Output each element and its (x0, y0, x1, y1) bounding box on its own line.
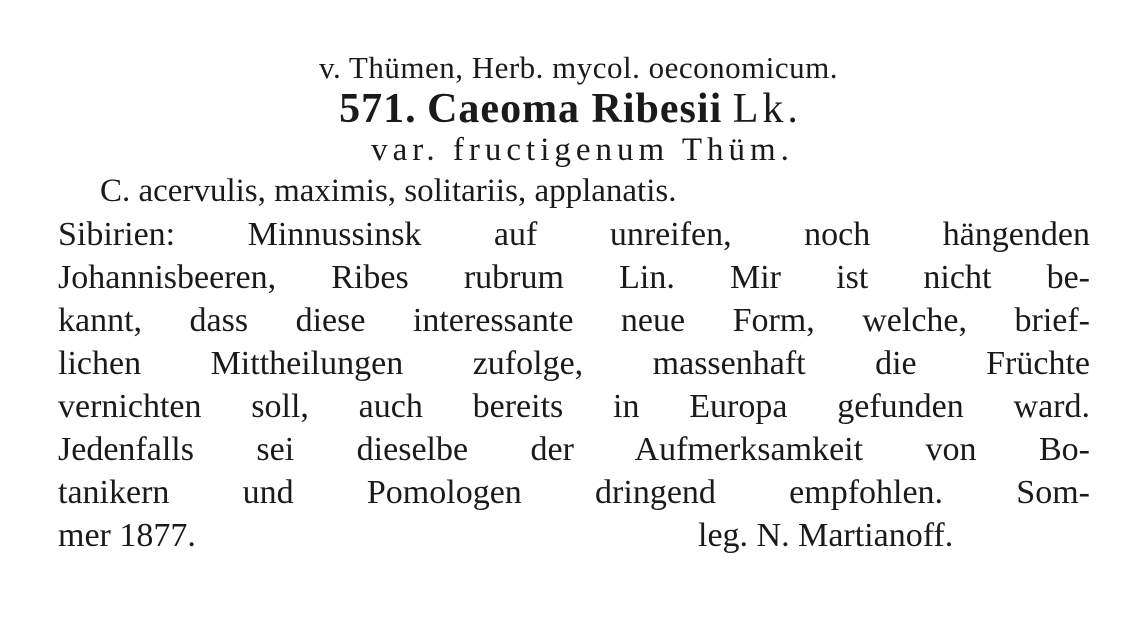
body-line: vernichten soll, auch bereits in Europa gefunden ward. (58, 388, 1090, 425)
body-line: lichen Mittheilungen zufolge, massenhaft die Früchte (58, 345, 1090, 382)
body-line: Sibirien: Minnussinsk auf unreifen, noch hängenden (58, 216, 1090, 253)
body-last-line: mer 1877. (58, 517, 196, 554)
specimen-name: Caeoma Ribesii (427, 86, 723, 132)
specimen-author: Lk. (732, 86, 802, 132)
body-line: tanikern und Pomologen dringend empfohlen. Som- (58, 474, 1090, 511)
variety-line: var. fructigenum Thüm. (371, 132, 794, 168)
specimen-number: 571. (339, 86, 417, 132)
collector-credit: leg. N. Martianoff. (698, 517, 954, 554)
collection-header: v. Thümen, Herb. mycol. oeconomicum. (318, 50, 839, 85)
diagnosis-line: C. acervulis, maximis, solitariis, applanatis. (100, 173, 677, 209)
specimen-title (0, 88, 1141, 130)
body-line: Jedenfalls sei dieselbe der Aufmerksamkeit von Bo- (58, 431, 1090, 468)
body-line: kannt, dass diese interessante neue Form, welche, brief- (58, 302, 1090, 339)
body-line: Johannisbeeren, Ribes rubrum Lin. Mir ist nicht be- (58, 259, 1090, 296)
